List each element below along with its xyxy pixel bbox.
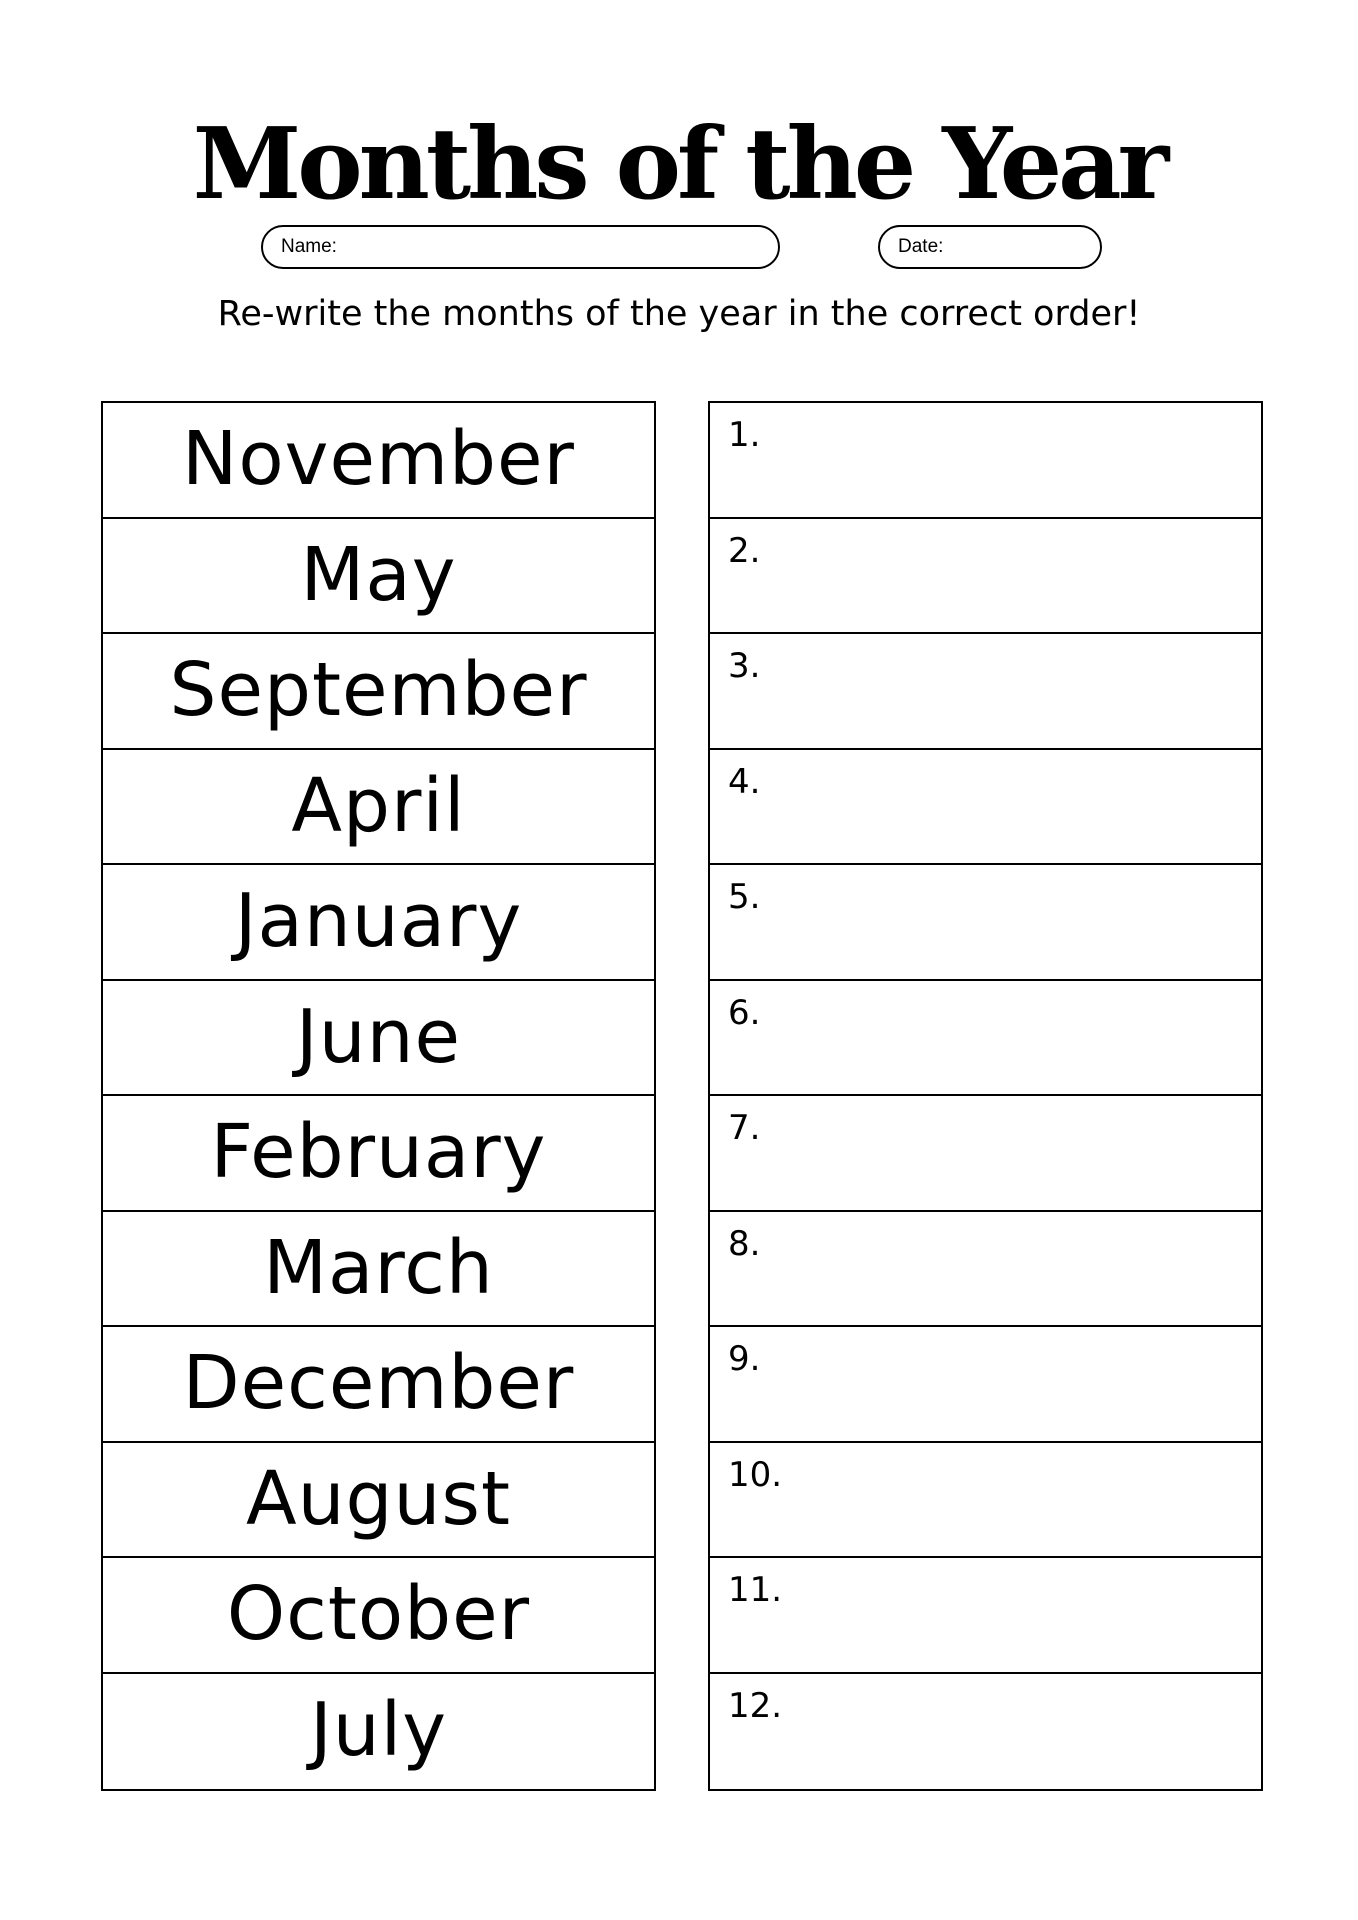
month-cell: May bbox=[103, 519, 654, 635]
answer-number: 11. bbox=[728, 1570, 783, 1610]
answer-cell[interactable] bbox=[710, 1327, 1261, 1443]
answer-cell[interactable] bbox=[710, 519, 1261, 635]
answer-number: 2. bbox=[728, 530, 761, 571]
month-cell: December bbox=[103, 1327, 654, 1443]
name-field-label: Name: bbox=[281, 236, 337, 257]
answer-number: 6. bbox=[728, 992, 761, 1033]
answer-cell[interactable] bbox=[710, 1212, 1261, 1328]
scrambled-months-table bbox=[101, 401, 656, 1791]
answer-cell[interactable] bbox=[710, 1674, 1261, 1790]
month-cell: September bbox=[103, 634, 654, 750]
answer-number: 1. bbox=[728, 415, 761, 455]
answer-cell[interactable] bbox=[710, 865, 1261, 981]
answer-cell[interactable] bbox=[710, 1443, 1261, 1559]
month-cell: November bbox=[103, 403, 654, 519]
month-cell: January bbox=[103, 865, 654, 981]
month-cell: February bbox=[103, 1096, 654, 1212]
answer-cell[interactable] bbox=[710, 1096, 1261, 1212]
answer-number: 5. bbox=[728, 877, 761, 917]
month-cell: April bbox=[103, 750, 654, 866]
answer-cell[interactable] bbox=[710, 981, 1261, 1097]
answer-number: 4. bbox=[728, 761, 761, 802]
answer-number: 3. bbox=[728, 646, 761, 686]
answer-cell[interactable] bbox=[710, 403, 1261, 519]
name-field[interactable] bbox=[261, 225, 780, 269]
worksheet-title: Months of the Year bbox=[192, 107, 1166, 222]
instructions: Re-write the months of the year in the correct order! bbox=[217, 294, 1141, 334]
date-field-label: Date: bbox=[898, 236, 944, 257]
answer-number: 9. bbox=[728, 1339, 761, 1379]
answer-cell[interactable] bbox=[710, 1558, 1261, 1674]
answer-number: 10. bbox=[728, 1454, 783, 1495]
answer-cell[interactable] bbox=[710, 750, 1261, 866]
answer-table bbox=[708, 401, 1263, 1791]
answer-number: 12. bbox=[728, 1685, 783, 1726]
month-cell: October bbox=[103, 1558, 654, 1674]
month-cell: June bbox=[103, 981, 654, 1097]
answer-cell[interactable] bbox=[710, 634, 1261, 750]
answer-number: 7. bbox=[728, 1108, 761, 1148]
month-cell: March bbox=[103, 1212, 654, 1328]
answer-number: 8. bbox=[728, 1223, 761, 1264]
month-cell: August bbox=[103, 1443, 654, 1559]
date-field[interactable] bbox=[878, 225, 1102, 269]
month-cell: July bbox=[309, 1686, 448, 1773]
